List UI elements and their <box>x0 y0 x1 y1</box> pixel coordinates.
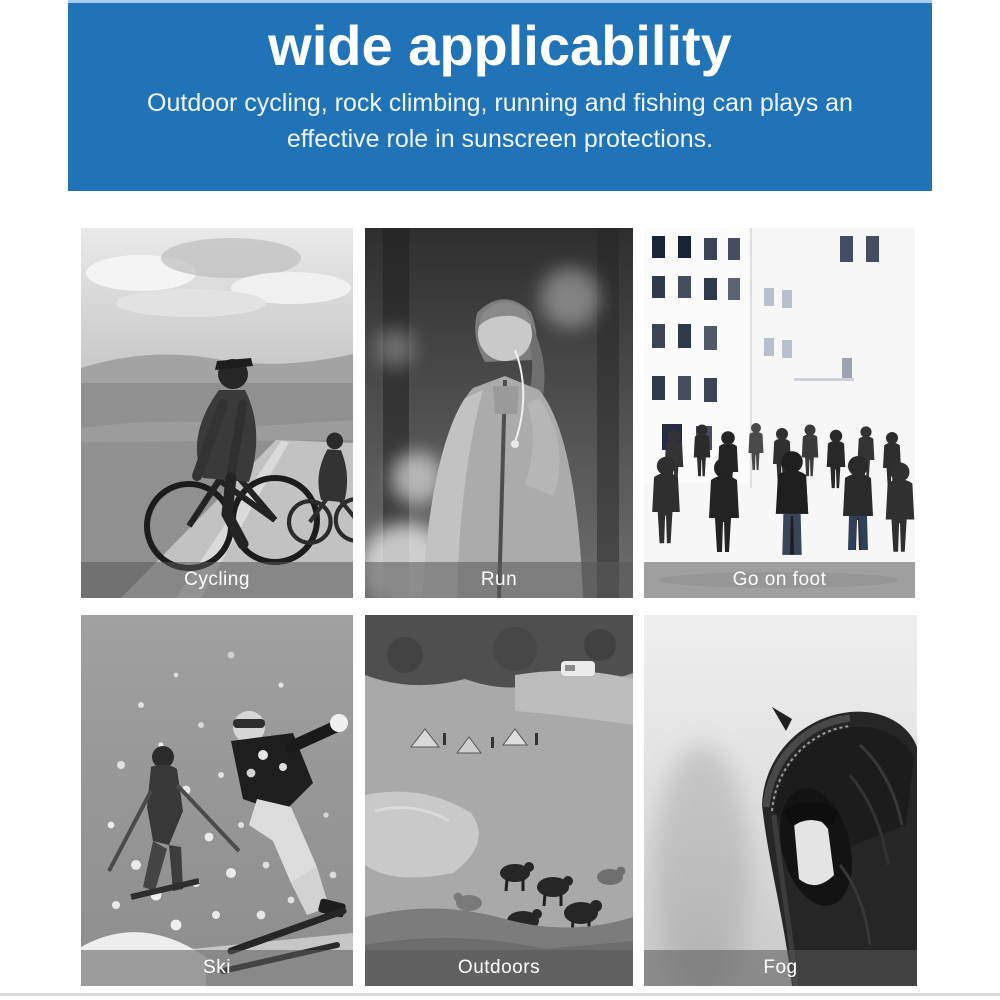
photo-caption: Fog <box>644 950 917 986</box>
photo-caption: Ski <box>81 950 353 986</box>
fog-photo <box>644 615 917 986</box>
subtitle-line-2: effective role in sunscreen protections. <box>286 125 714 153</box>
page-title: wide applicability <box>268 14 732 77</box>
banner-subtitle <box>90 85 910 157</box>
outdoors-photo <box>365 615 633 986</box>
ski-photo <box>81 615 353 986</box>
run-photo <box>365 228 633 598</box>
footer-divider <box>0 993 1000 996</box>
photo-tile-outdoors <box>365 615 633 986</box>
subtitle-line-1: Outdoor cycling, rock climbing, running and fishing can plays an <box>147 89 853 117</box>
photo-tile-run <box>365 228 633 598</box>
photo-tile-fog <box>644 615 917 986</box>
cycling-photo <box>81 228 353 598</box>
photo-tile-ski <box>81 615 353 986</box>
go-on-foot-photo <box>644 228 915 598</box>
photo-caption: Go on foot <box>644 562 915 598</box>
photo-tile-cycling <box>81 228 353 598</box>
photo-tile-go-on-foot <box>644 228 915 598</box>
photo-caption: Outdoors <box>365 950 633 986</box>
photo-caption: Run <box>365 562 633 598</box>
photo-caption: Cycling <box>81 562 353 598</box>
header-banner <box>68 0 932 191</box>
